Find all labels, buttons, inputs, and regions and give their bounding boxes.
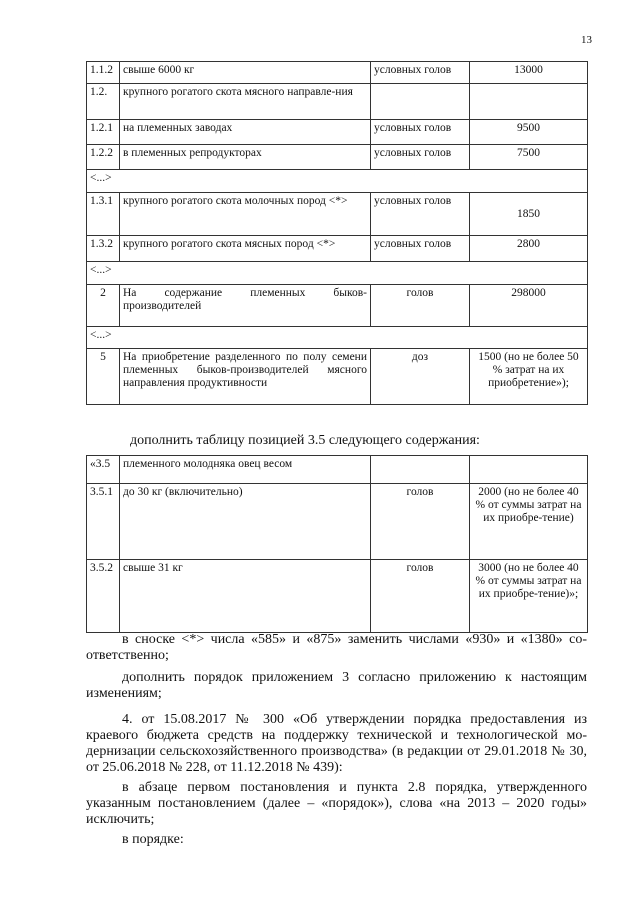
row-name: на племенных заводах (120, 120, 371, 145)
table-row (87, 62, 588, 84)
row-number: 1.1.2 (87, 62, 120, 84)
row-number: 1.2.1 (87, 120, 120, 145)
row-number: 3.5.2 (87, 560, 120, 633)
subsidy-rates-table (86, 61, 588, 405)
row-value: 7500 (470, 145, 588, 170)
paragraph-years: в абзаце первом постановления и пункта 2.8 порядка, утвержденного указанным постановлением (далее – «порядок»), слова «на 2013 – 2020 годы» исключить; (86, 780, 587, 827)
row-number: 1.3.2 (87, 236, 120, 262)
row-number: 1.2.2 (87, 145, 120, 170)
row-unit: условных голов (371, 145, 470, 170)
row-value: 1850 (470, 193, 588, 236)
table-row-omitted (87, 170, 588, 193)
table-row-omitted (87, 327, 588, 349)
insertion-instruction: дополнить таблицу позицией 3.5 следующего содержания: (130, 433, 480, 448)
row-number: 2 (87, 285, 120, 327)
row-value: 298000 (470, 285, 588, 327)
row-unit: голов (371, 285, 470, 327)
table-row (87, 236, 588, 262)
row-value (470, 84, 588, 120)
row-value: 3000 (но не более 40 % от суммы затрат на их приобре-тение)»; (470, 560, 588, 633)
row-unit: доз (371, 349, 470, 405)
table-row (87, 560, 588, 633)
row-unit: условных голов (371, 193, 470, 236)
row-unit: условных голов (371, 236, 470, 262)
paragraph-in-order: в порядке: (122, 832, 184, 847)
row-number: 1.2. (87, 84, 120, 120)
paragraph-footnote: в сноске <*> числа «585» и «875» заменить числами «930» и «1380» со-ответственно; (86, 632, 587, 663)
omission-marker: <...> (87, 262, 588, 285)
table-row (87, 484, 588, 560)
table-row (87, 120, 588, 145)
row-value: 13000 (470, 62, 588, 84)
table-row (87, 285, 588, 327)
row-name: На приобретение разделенного по полу семени племенных быков-производителей мясного направления продуктивности (120, 349, 371, 405)
row-unit (371, 456, 470, 484)
row-name: крупного рогатого скота мясного направле-ния (120, 84, 371, 120)
row-unit: условных голов (371, 62, 470, 84)
table-row (87, 349, 588, 405)
row-value: 2800 (470, 236, 588, 262)
page-number: 13 (581, 34, 592, 46)
row-name: свыше 31 кг (120, 560, 371, 633)
row-name: крупного рогатого скота мясных пород <*> (120, 236, 371, 262)
sheep-subsidy-table (86, 455, 588, 633)
row-value: 2000 (но не более 40 % от суммы затрат на их приобре-тение) (470, 484, 588, 560)
row-number: 1.3.1 (87, 193, 120, 236)
table-row (87, 84, 588, 120)
omission-marker: <...> (87, 170, 588, 193)
row-number: 5 (87, 349, 120, 405)
row-unit: голов (371, 484, 470, 560)
table-row-omitted (87, 262, 588, 285)
row-name: крупного рогатого скота молочных пород <*> (120, 193, 371, 236)
table-row (87, 145, 588, 170)
row-value: 1500 (но не более 50 % затрат на их приобретение»); (470, 349, 588, 405)
row-name: На содержание племенных быков-производителей (120, 285, 371, 327)
paragraph-item-4: 4. от 15.08.2017 № 300 «Об утверждении порядка предоставления из краевого бюджета средств на поддержку технической и технологической мо-дернизации сельскохозяйственного производства» (в редакции от 29.01.2018 № 30, от 25.06.2018 № 228, от 11.12.2018 № 439): (86, 712, 587, 775)
row-value (470, 456, 588, 484)
table-row (87, 193, 588, 236)
row-name: племенного молодняка овец весом (120, 456, 371, 484)
row-number: 3.5.1 (87, 484, 120, 560)
row-value: 9500 (470, 120, 588, 145)
row-name: свыше 6000 кг (120, 62, 371, 84)
row-unit: условных голов (371, 120, 470, 145)
row-unit (371, 84, 470, 120)
row-unit: голов (371, 560, 470, 633)
paragraph-appendix: дополнить порядок приложением 3 согласно приложению к настоящим изменениям; (86, 670, 587, 701)
row-name: в племенных репродукторах (120, 145, 371, 170)
row-name: до 30 кг (включительно) (120, 484, 371, 560)
row-number: «3.5 (87, 456, 120, 484)
omission-marker: <...> (87, 327, 588, 349)
table-row (87, 456, 588, 484)
